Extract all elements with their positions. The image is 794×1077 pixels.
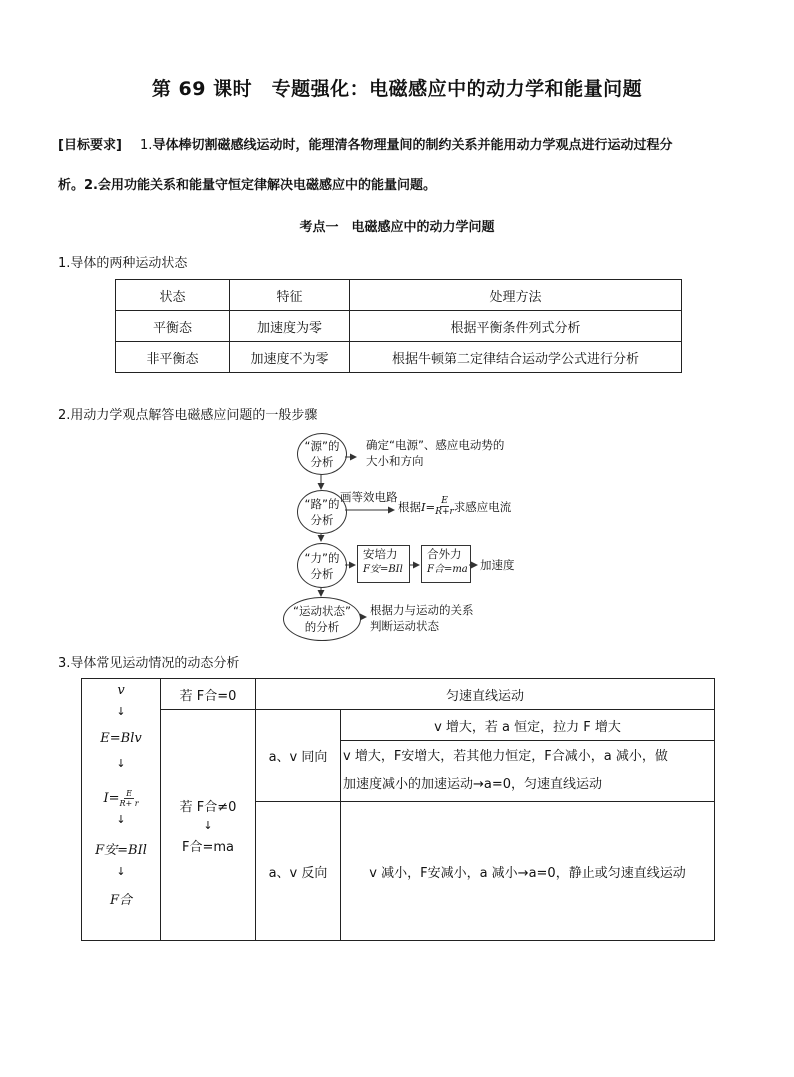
table-cell: 加速度为零 <box>230 311 350 342</box>
note-line: 根据力与运动的关系 <box>370 603 474 617</box>
note-line: 大小和方向 <box>366 454 424 468</box>
force-analysis-node <box>297 543 347 588</box>
condition-text: 若 F合≠0 <box>179 799 237 815</box>
goal-text-2: 析。2.会用功能关系和能量守恒定律解决电磁感应中的能量问题。 <box>58 178 436 193</box>
table-cell: 根据平衡条件列式分析 <box>350 311 682 342</box>
node-label: 的分析 <box>304 620 340 634</box>
chain-item: F合 <box>109 893 133 908</box>
motion-state-note <box>370 602 474 634</box>
fraction-denominator: R+r <box>435 507 454 517</box>
chain-current <box>103 783 138 813</box>
table-header: 特征 <box>230 280 350 311</box>
box-formula: F合=ma <box>427 564 468 575</box>
goal-tag: [目标要求] <box>58 138 122 153</box>
box-label: 合外力 <box>427 547 462 561</box>
node-label: “力”的 <box>304 550 340 565</box>
heading-1: 1.导体的两种运动状态 <box>58 256 188 271</box>
goal-text-1: 导体棒切割磁感线运动时，能理清各物理量间的制约关系并能用动力学观点进行运动过程分 <box>152 138 673 153</box>
table-header: 状态 <box>116 280 230 311</box>
node-label: 分析 <box>310 513 334 527</box>
table-row <box>82 679 715 710</box>
node-label: 分析 <box>310 566 334 581</box>
source-analysis-node <box>297 433 347 475</box>
chain-item: v <box>117 683 125 698</box>
section-title: 考点一 电磁感应中的动力学问题 <box>299 220 495 235</box>
table-header: 处理方法 <box>350 280 682 311</box>
chain-item: I= <box>103 790 120 806</box>
box-label: 安培力 <box>363 547 398 561</box>
source-note <box>366 437 504 469</box>
current-note <box>398 496 511 517</box>
down-arrow-icon: ↓ <box>116 813 126 826</box>
same-direction-label: a、v 同向 <box>256 710 341 802</box>
dynamic-analysis-table <box>81 678 715 941</box>
node-label: “路”的 <box>304 497 340 511</box>
table-cell: 非平衡态 <box>116 342 230 373</box>
fraction-numerator: E <box>441 496 448 506</box>
case-text: 加速度减小的加速运动→a=0，匀速直线运动 <box>343 777 603 792</box>
note-line: 判断运动状态 <box>370 619 439 633</box>
acceleration-label: 加速度 <box>480 558 515 572</box>
table-cell: 平衡态 <box>116 311 230 342</box>
goal-number: 1. <box>140 138 153 153</box>
down-arrow-icon: ↓ <box>116 865 126 878</box>
chain-item: F安=BIl <box>95 843 147 858</box>
node-label: “源”的 <box>304 439 340 453</box>
same-direction-case-1: v 增大，若 a 恒定，拉力 F 增大 <box>341 710 715 741</box>
motion-state-node <box>283 597 361 641</box>
down-arrow-icon: ↓ <box>116 757 126 770</box>
chain-item: E=Blv <box>100 731 142 746</box>
table-cell: 加速度不为零 <box>230 342 350 373</box>
node-label: “运动状态” <box>293 604 351 618</box>
same-direction-case-2 <box>341 741 715 802</box>
equivalent-circuit-label: 画等效电路 <box>340 490 398 504</box>
condition-nonzero <box>161 710 256 941</box>
box-formula: F安=BIl <box>363 564 403 575</box>
page-title: 第 69 课时 专题强化：电磁感应中的动力学和能量问题 <box>151 78 643 100</box>
formula-lhs: I= <box>421 499 436 514</box>
down-arrow-icon: ↓ <box>116 705 126 718</box>
result-zero: 匀速直线运动 <box>256 679 715 710</box>
opposite-direction-case: v 减小，F安减小，a 减小→a=0，静止或匀速直线运动 <box>341 802 715 941</box>
down-arrow-icon: ↓ <box>203 818 213 832</box>
case-text: v 增大，F安增大，若其他力恒定，F合减小，a 减小，做 <box>343 749 668 764</box>
note-text: 求感应电流 <box>453 499 512 514</box>
note-line: 确定“电源”、感应电动势的 <box>366 438 505 452</box>
heading-3: 3.导体常见运动情况的动态分析 <box>58 656 240 671</box>
fraction <box>119 789 138 808</box>
table-row <box>82 710 715 741</box>
opposite-direction-label: a、v 反向 <box>256 802 341 941</box>
ampere-force-box <box>357 545 410 583</box>
condition-text: F合=ma <box>181 839 234 855</box>
note-text: 根据 <box>398 499 421 514</box>
net-force-box <box>421 545 471 583</box>
causal-chain-cell <box>82 679 161 941</box>
heading-2: 2.用动力学观点解答电磁感应问题的一般步骤 <box>58 408 318 423</box>
fraction <box>435 496 454 517</box>
fraction-numerator: E <box>126 788 132 798</box>
table-cell: 根据牛顿第二定律结合运动学公式进行分析 <box>350 342 682 373</box>
condition-zero: 若 F合=0 <box>161 679 256 710</box>
node-label: 分析 <box>310 455 334 469</box>
fraction-denominator: R+ r <box>119 798 139 808</box>
